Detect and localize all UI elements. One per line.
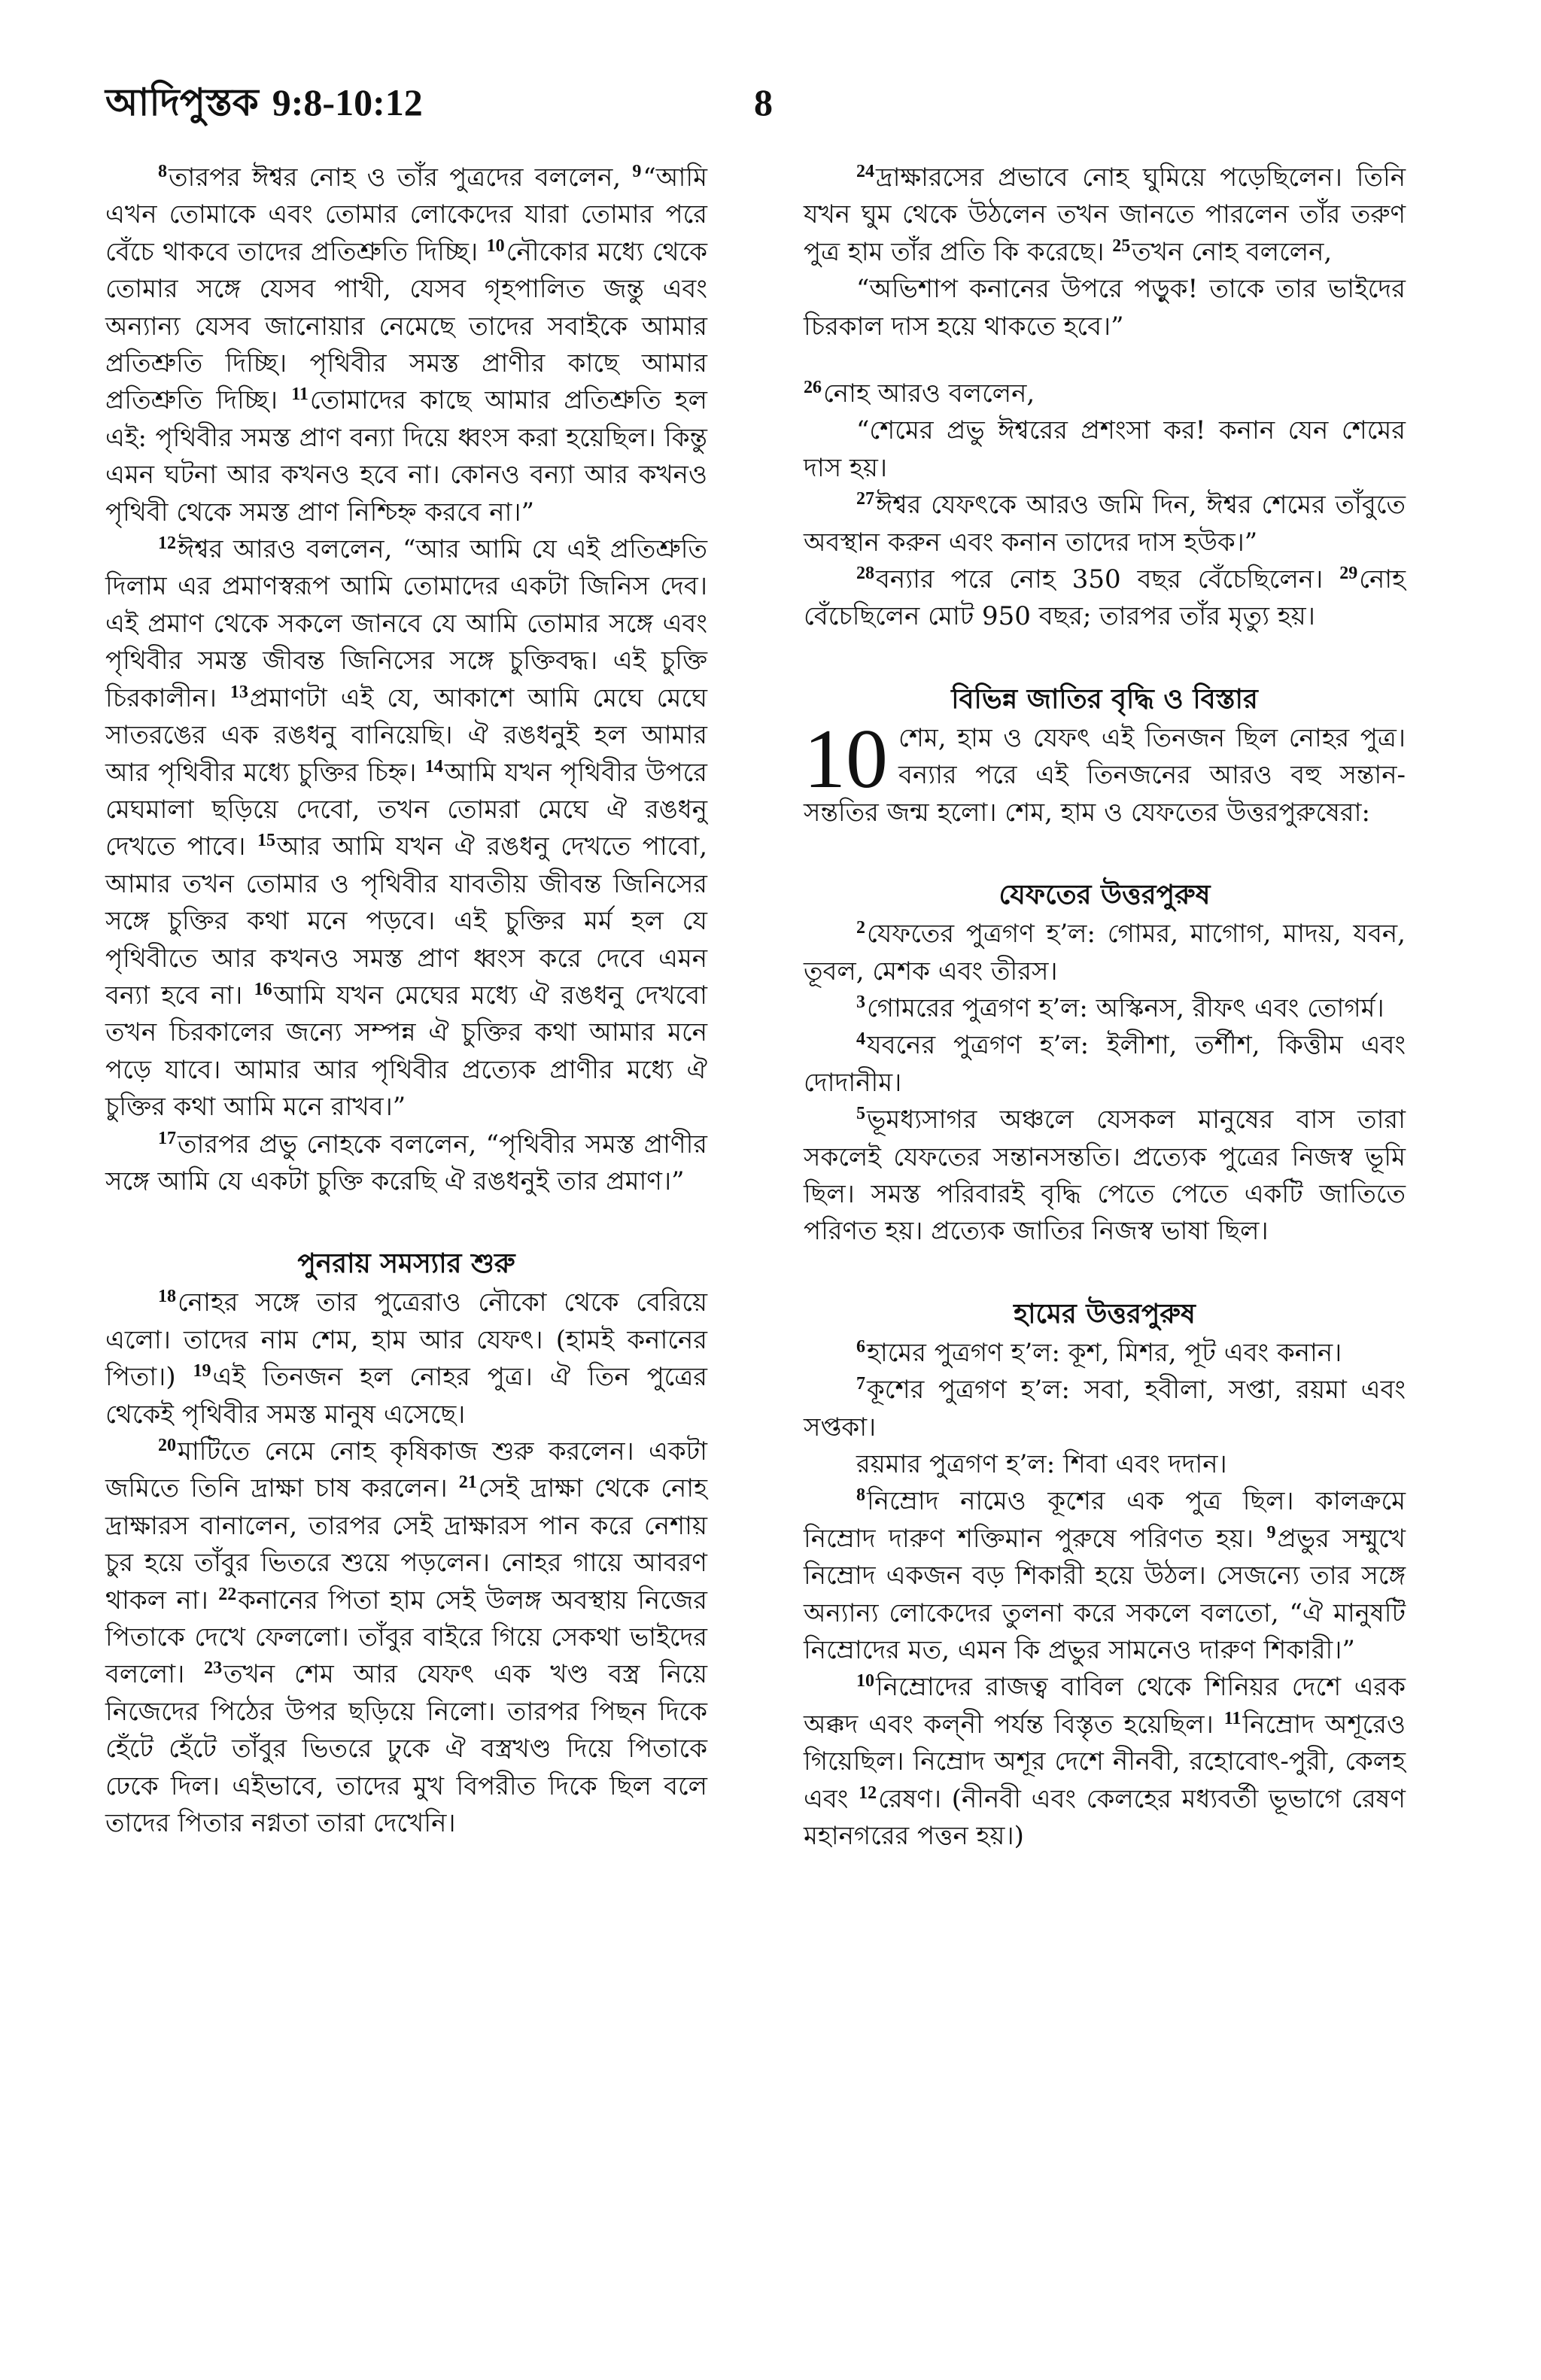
section-spacer: [105, 1200, 707, 1242]
verse-text: বন্যার পরে নোহ 350 বছর বেঁচেছিলেন।: [876, 564, 1324, 595]
section-heading: বিভিন্ন জাতির বৃদ্ধি ও বিস্তার: [951, 682, 1258, 715]
verse-paragraph: [804, 375, 1406, 412]
verse-text: যেফতের পুত্রগণ হ’ল: গোমর, মাগোগ, মাদয়, যবন, তূবল, মেশক এবং তীরস।: [804, 919, 1406, 986]
chapter-verse-range: 9:8-10:12: [272, 81, 423, 123]
verse-number: 9: [632, 162, 642, 181]
verse-paragraph: [105, 531, 707, 1126]
verse-number: 26: [804, 378, 822, 398]
verse-text: নোহ বেঁচেছিলেন মোট 950 বছর; তারপর তাঁর মৃত্যু হয়।: [804, 564, 1406, 632]
verse-number: 20: [158, 1436, 176, 1455]
verse-number: 10: [486, 236, 505, 256]
section-heading: পুনরায় সমস্যার শুরু: [297, 1248, 515, 1280]
verse-text: নিম্রোদ নামেও কূশের এক পুত্র ছিল। কালক্রমে নিম্রোদ দারুণ শক্তিমান পুরুষে পরিণত হয়।: [804, 1486, 1406, 1554]
book-title: আদিপুস্তক: [105, 80, 259, 124]
verse-text: নোহ আরও বললেন,: [823, 378, 1035, 409]
verse-paragraph: [105, 1126, 707, 1201]
verse-paragraph: রয়মার পুত্রগণ হ’ল: শিবা এবং দদান।: [856, 1448, 1227, 1479]
verse-number: 21: [458, 1473, 477, 1493]
verse-paragraph: [105, 1433, 707, 1842]
verse-number: 27: [856, 489, 874, 509]
verse-text: আমি যখন মেঘের মধ্যে ঐ রঙধনু দেখবো তখন চিরকালের জন্যে সম্পন্ন ঐ চুক্তির কথা আমার মনে পড়ে যাবে। আমার আর পৃথিবীর প্রত্যেক প্রাণীর মধ্যে ঐ চুক্তির কথা আমি মনে রাখব।”: [105, 980, 708, 1123]
verse-text: নিম্রোদ অশূরেও গিয়েছিল। নিম্রোদ অশূর দেশে নীনবী, রহোবোৎ-পুরী, কেলহ এবং: [804, 1709, 1406, 1814]
verse-text: সেই দ্রাক্ষা থেকে নোহ দ্রাক্ষারস বানালেন, তারপর সেই দ্রাক্ষারস পান করে নেশায় চুর হয়ে তাঁবুর ভিতরে শুয়ে পড়লেন। নোহর গায়ে আবরণ থাকল না।: [105, 1473, 708, 1616]
verse-text: শেম, হাম ও যেফৎ এই তিনজন ছিল নোহর পুত্র। বন্যার পরে এই তিনজনের আরও বহু সন্তান-সন্ততির জন্ম হলো। শেম, হাম ও যেফতের উত্তরপুরুষেরা:: [804, 722, 1406, 828]
verse-text: তোমাদের কাছে আমার প্রতিশ্রুতি হল এই: পৃথিবীর সমস্ত প্রাণ বন্যা দিয়ে ধ্বংস করা হয়েছিল। কিন্তু এমন ঘটনা আর কখনও হবে না। কোনও বন্যা আর কখনও পৃথিবী থেকে সমস্ত প্রাণ নিশ্চিহ্ন করবে না।”: [105, 385, 707, 527]
verse-paragraph: [804, 1335, 1406, 1372]
verse-text: এই তিনজন হল নোহর পুত্র। ঐ তিন পুত্রের থেকেই পৃথিবীর সমস্ত মানুষ এসেছে।: [105, 1362, 708, 1430]
verse-text: তারপর ঈশ্বর নোহ ও তাঁর পুত্রদের বললেন,: [169, 163, 622, 193]
verse-text: নৌকোর মধ্যে থেকে তোমার সঙ্গে যেসব পাখী, যেসব গৃহপালিত জন্তু এবং অন্যান্য যেসব জানোয়ার নেমেছে তাদের সবাইকে আমার প্রতিশ্রুতি দিচ্ছি। পৃথিবীর সমস্ত প্রাণীর কাছে আমার প্রতিশ্রুতি দিচ্ছি।: [105, 236, 708, 416]
verse-text: “আমি এখন তোমাকে এবং তোমার লোকেদের যারা তোমার পরে বেঁচে থাকবে তাদের প্রতিশ্রুতি দিচ্ছি।: [105, 163, 707, 267]
verse-paragraph: [804, 487, 1406, 561]
verse-paragraph: [804, 1027, 1406, 1102]
page-header: [105, 72, 1436, 140]
verse-text: মাটিতে নেমে নোহ কৃষিকাজ শুরু করলেন। একটা জমিতে তিনি দ্রাক্ষা চাষ করলেন।: [105, 1436, 707, 1504]
verse-number: 8: [158, 162, 167, 181]
verse-number: 5: [856, 1104, 865, 1124]
verse-number: 14: [424, 756, 443, 777]
verse-text: দ্রাক্ষারসের প্রভাবে নোহ ঘুমিয়ে পড়েছিলেন। তিনি যখন ঘুম থেকে উঠলেন তখন জানতে পারলেন তাঁর তরুণ পুত্র হাম তাঁর প্রতি কি করেছে।: [804, 163, 1406, 267]
verse-text: গোমরের পুত্রগণ হ’ল: অস্কিনস, রীফৎ এবং তোগর্ম।: [867, 992, 1384, 1023]
verse-paragraph: [804, 990, 1406, 1027]
section-spacer: [804, 1251, 1406, 1293]
verse-number: 4: [856, 1029, 865, 1050]
verse-number: 25: [1112, 236, 1131, 256]
verse-text: আমি যখন পৃথিবীর উপরে মেঘমালা ছড়িয়ে দেবো, তখন তোমরা মেঘে ঐ রঙধনু দেখতে পাবে।: [105, 757, 707, 862]
verse-text: তখন শেম আর যেফৎ এক খণ্ড বস্ত্র নিয়ে নিজেদের পিঠের উপর ছড়িয়ে নিলো। তারপর পিছন দিকে হেঁটে হেঁটে তাঁবুর ভিতরে ঢুকে ঐ বস্ত্রখণ্ড দিয়ে পিতাকে ঢেকে দিল। এইভাবে, তাদের মুখ বিপরীত দিকে ছিল বলে তাদের পিতার নগ্নতা তারা দেখেনি।: [105, 1659, 707, 1839]
verse-text: প্রমাণটা এই যে, আকাশে আমি মেঘে মেঘে সাতরঙের এক রঙধনু বানিয়েছি। ঐ রঙধনুই হল আমার আর পৃথিবীর মধ্যে চুক্তির চিহ্ন।: [105, 682, 707, 788]
verse-text: রেষণ। (নীনবী এবং কেলহের মধ্যবর্তী ভূভাগে রেষণ মহানগরের পত্তন হয়।): [804, 1783, 1406, 1852]
verse-number: 17: [158, 1128, 176, 1148]
verse-paragraph: [804, 1102, 1406, 1251]
verse-paragraph: [804, 916, 1406, 990]
verse-paragraph: [804, 1483, 1406, 1669]
section-spacer: [804, 636, 1406, 678]
section-spacer: [804, 831, 1406, 874]
verse-number: 29: [1339, 564, 1358, 584]
page-number: 8: [754, 81, 773, 123]
right-column: [804, 160, 1406, 1855]
poetry-quote: “অভিশাপ কনানের উপরে পড়ুক! তাকে তার ভাইদের চিরকাল দাস হয়ে থাকতে হবে।”: [804, 274, 1406, 342]
verse-text: কনানের পিতা হাম সেই উলঙ্গ অবস্থায় নিজের পিতাকে দেখে ফেললো। তাঁবুর বাইরে গিয়ে সেকথা ভাইদের বললো।: [105, 1585, 707, 1690]
running-head: [105, 80, 423, 125]
verse-text: নিম্রোদের রাজত্ব বাবিল থেকে শিনিয়র দেশে এরক অক্কদ এবং কল্নী পর্যন্ত বিস্তৃত হয়েছিল।: [804, 1672, 1406, 1740]
verse-number: 13: [229, 682, 248, 702]
verse-number: 12: [859, 1783, 877, 1803]
verse-number: 18: [158, 1287, 176, 1307]
verse-paragraph: [804, 1372, 1406, 1446]
verse-paragraph: [804, 1669, 1406, 1855]
verse-number: 23: [204, 1658, 223, 1679]
chapter-opening-paragraph: [804, 712, 1406, 831]
poetry-quote: “শেমের প্রভু ঈশ্বরের প্রশংসা কর! কনান যেন শেমের দাস হয়।: [804, 415, 1406, 483]
verse-text: নোহর সঙ্গে তার পুত্রেরাও নৌকো থেকে বেরিয়ে এলো। তাদের নাম শেম, হাম আর যেফৎ। (হামই কনানের পিতা।): [105, 1287, 707, 1393]
verse-number: 16: [254, 979, 272, 999]
verse-text: প্রভুর সম্মুখে নিম্রোদ একজন বড় শিকারী হয়ে উঠল। সেজন্যে তার সঙ্গে অন্যান্য লোকেদের তুলনা করে সকলে বলতো, “ঐ মানুষটি নিম্রোদের মত, এমন কি প্রভুর সামনেও দারুণ শিকারী।”: [804, 1523, 1406, 1665]
verse-text: কূশের পুত্রগণ হ’ল: সবা, হবীলা, সপ্তা, রয়মা এবং সপ্তকা।: [804, 1375, 1406, 1442]
verse-number: 15: [257, 831, 276, 851]
verse-text: যবনের পুত্রগণ হ’ল: ইলীশা, তর্শীশ, কিত্তীম এবং দোদানীম।: [804, 1030, 1406, 1098]
verse-number: 28: [856, 564, 874, 584]
verse-number: 11: [1223, 1708, 1242, 1728]
verse-text: ভূমধ্যসাগর অঞ্চলে যেসকল মানুষের বাস তারা সকলেই যেফতের সন্তানসন্ততি। প্রত্যেক পুত্রের নিজস্ব ভূমি ছিল। সমস্ত পরিবারই বৃদ্ধি পেতে পেতে একটি জাতিতে পরিণত হয়। প্রত্যেক জাতির নিজস্ব ভাষা ছিল।: [804, 1105, 1406, 1247]
verse-paragraph: [804, 160, 1406, 271]
verse-text: আর আমি যখন ঐ রঙধনু দেখতে পাবো, আমার তখন তোমার ও পৃথিবীর যাবতীয় জীবন্ত জিনিসের সঙ্গে চুক্তির কথা মনে পড়বে। এই চুক্তির মর্ম হল যে পৃথিবীতে আর কখনও সমস্ত প্রাণ ধ্বংস করে দেবে এমন বন্যা হবে না।: [105, 831, 707, 1011]
section-heading: হামের উত্তরপুরুষ: [1014, 1297, 1196, 1330]
verse-text: ঈশ্বর আরও বললেন, “আর আমি যে এই প্রতিশ্রুতি দিলাম এর প্রমাণস্বরূপ আমি তোমাদের একটা জিনিস দেব। এই প্রমাণ থেকে সকলে জানবে যে আমি তোমার সঙ্গে এবং পৃথিবীর সমস্ত জীবন্ত জিনিসের সঙ্গে চুক্তিবদ্ধ। এই চুক্তি চিরকালীন।: [105, 534, 707, 713]
verse-number: 22: [218, 1584, 237, 1604]
verse-text: তখন নোহ বললেন,: [1132, 236, 1333, 267]
verse-number: 9: [1266, 1522, 1276, 1543]
verse-number: 7: [856, 1374, 865, 1394]
verse-number: 6: [856, 1336, 865, 1357]
verse-number: 24: [856, 162, 874, 181]
verse-paragraph: [105, 160, 707, 531]
stanza-spacer: [804, 345, 1406, 375]
verse-number: 12: [158, 533, 176, 554]
verse-text: হামের পুত্রগণ হ’ল: কূশ, মিশর, পূট এবং কনান।: [867, 1337, 1342, 1368]
left-column: [105, 160, 707, 1842]
verse-number: 11: [291, 385, 309, 405]
chapter-number: 10: [804, 712, 888, 806]
verse-text: তারপর প্রভু নোহকে বললেন, “পৃথিবীর সমস্ত প্রাণীর সঙ্গে আমি যে একটা চুক্তি করেছি ঐ রঙধনুই তার প্রমাণ।”: [105, 1129, 707, 1196]
verse-number: 2: [856, 918, 865, 938]
verse-paragraph: [105, 1284, 707, 1433]
verse-number: 10: [856, 1671, 874, 1692]
section-heading: যেফতের উত্তরপুরুষ: [998, 879, 1211, 911]
verse-number: 3: [856, 992, 865, 1012]
verse-number: 8: [856, 1485, 865, 1506]
verse-text: ঈশ্বর যেফৎকে আরও জমি দিন, ঈশ্বর শেমের তাঁবুতে অবস্থান করুন এবং কনান তাদের দাস হউক।”: [804, 490, 1406, 558]
verse-paragraph: [804, 561, 1406, 636]
verse-number: 19: [193, 1361, 211, 1381]
